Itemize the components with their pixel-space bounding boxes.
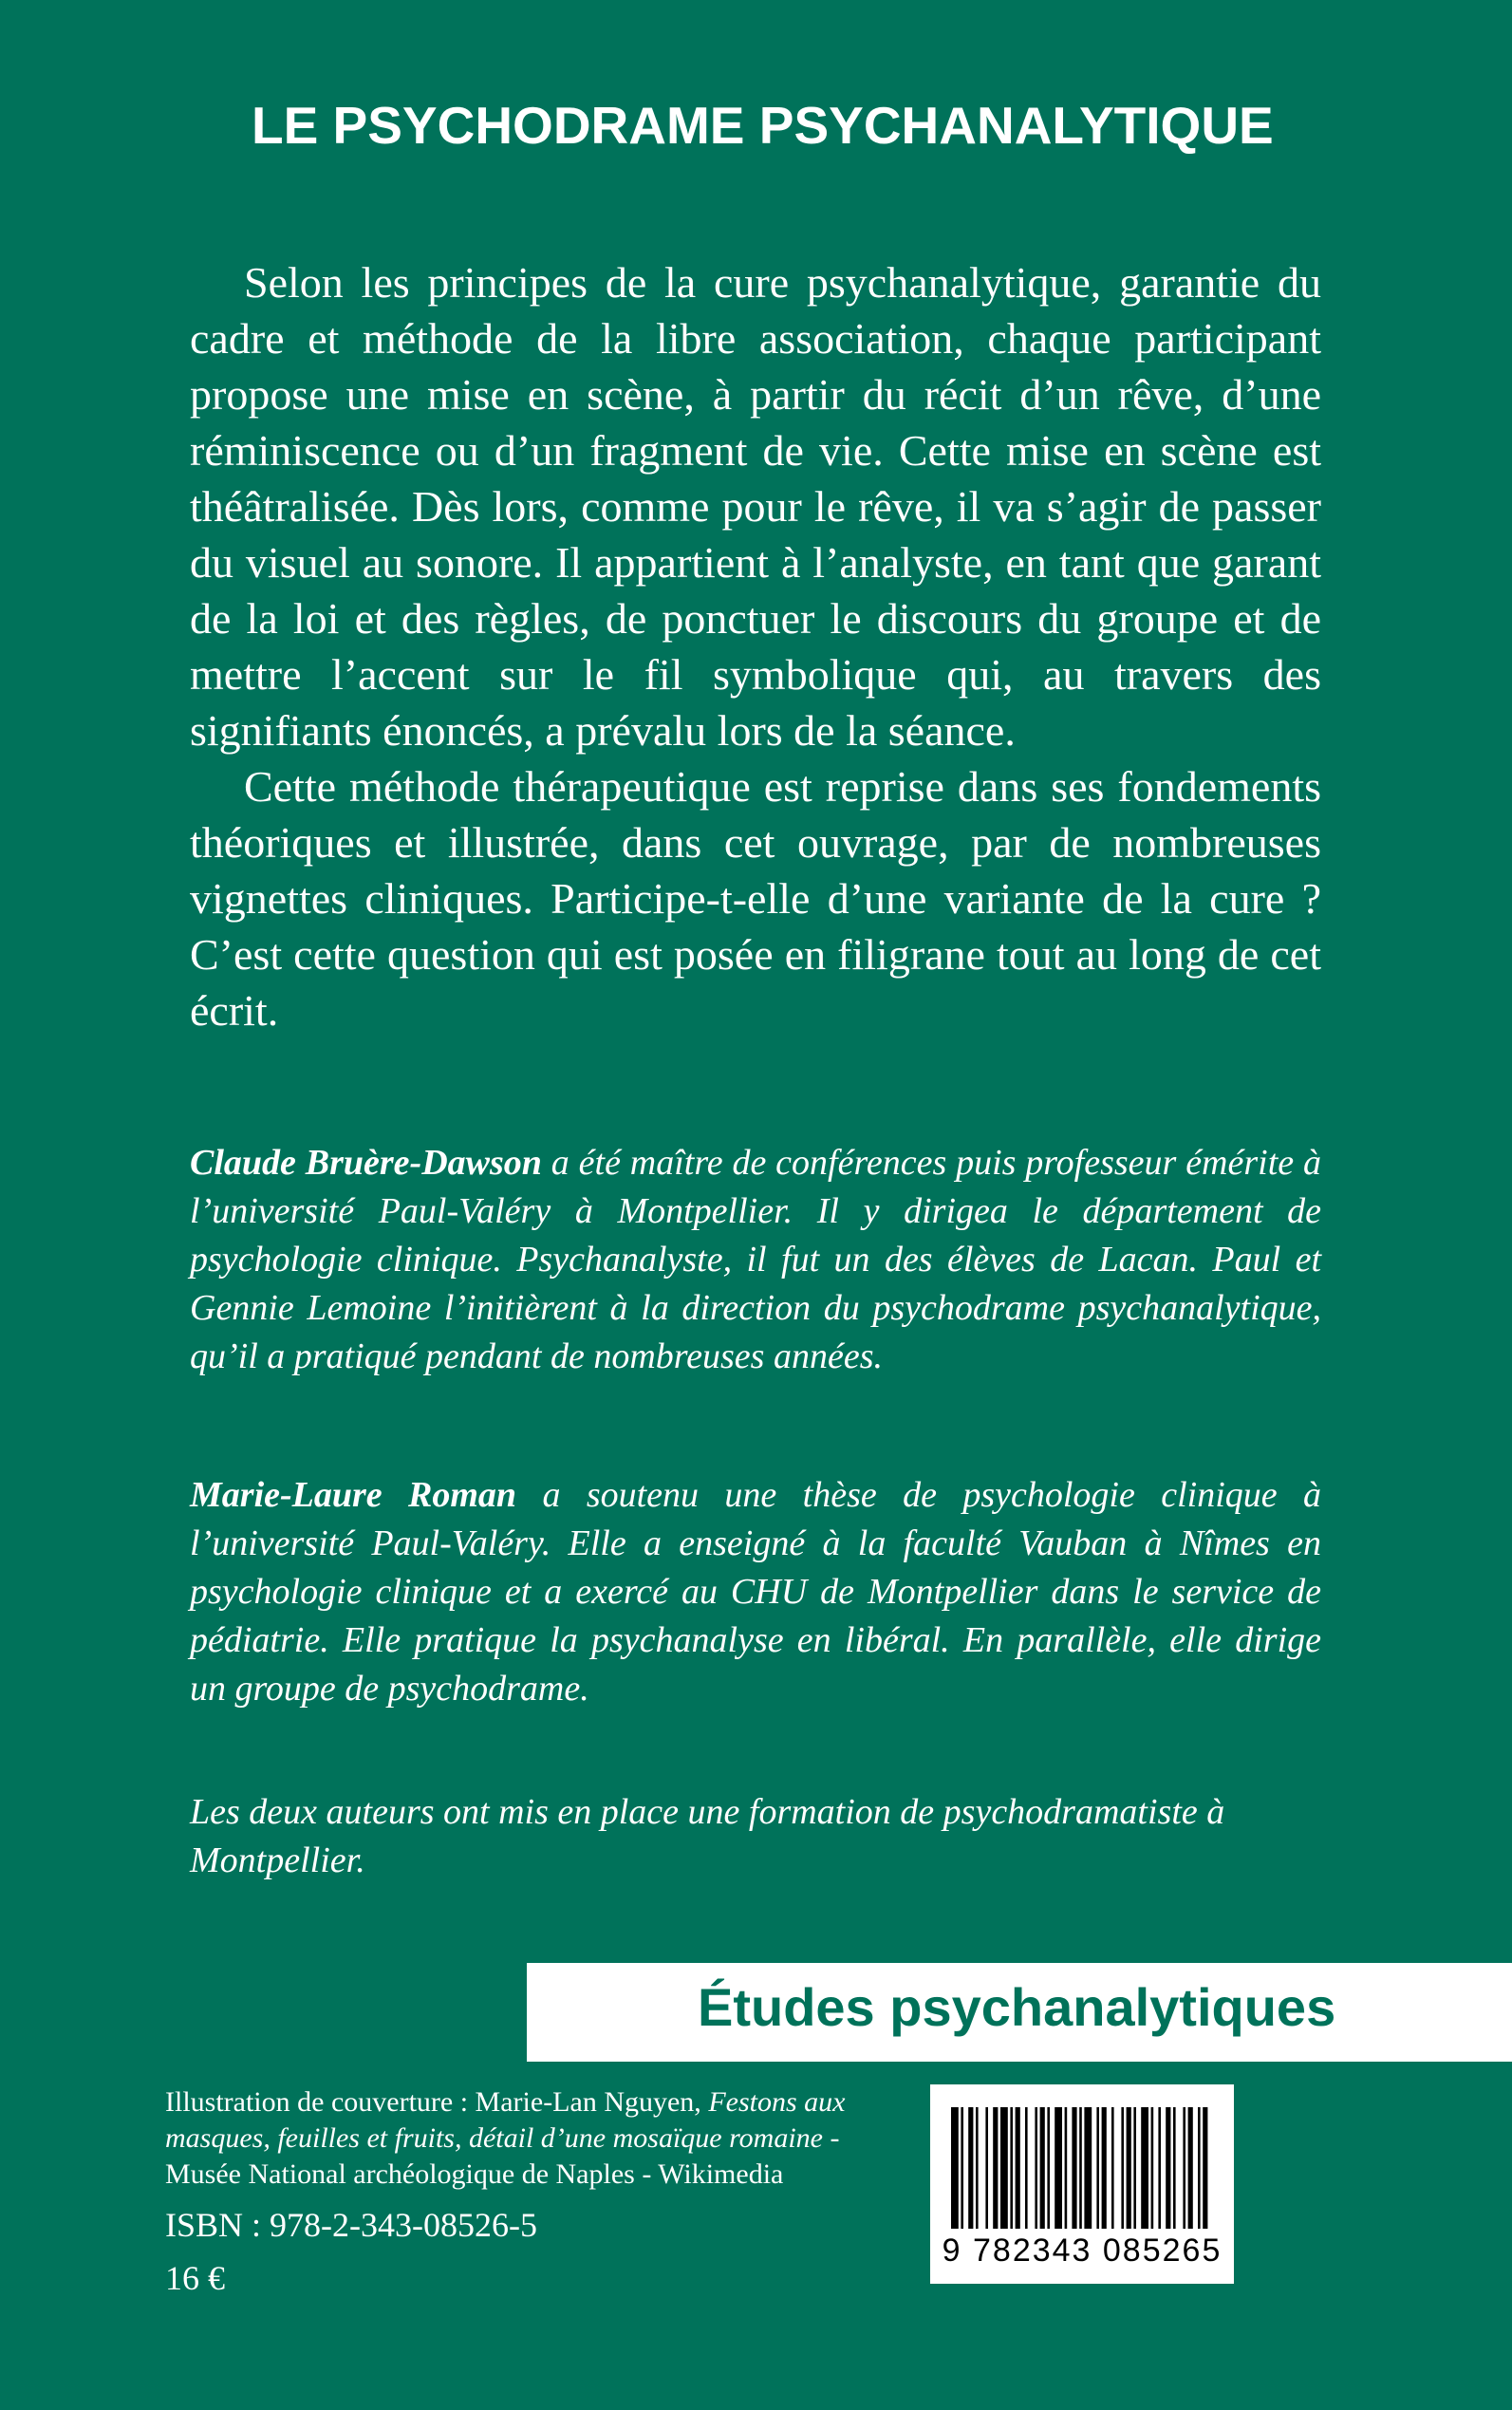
barcode-bar	[1079, 2107, 1082, 2229]
barcode	[930, 2084, 1234, 2284]
author-name-2: Marie-Laure Roman	[190, 1475, 517, 1515]
barcode-bar	[1166, 2107, 1170, 2229]
barcode-bar	[951, 2107, 959, 2229]
barcode-bar	[985, 2107, 988, 2229]
barcode-bar	[993, 2107, 998, 2229]
barcode-bar	[1040, 2107, 1045, 2229]
author-bio-text-2: a soutenu une thèse de psychologie clinique à l’université Paul-Valéry. Elle a enseigné à la faculté Vauban à Nîmes en psychologie clinique et a exercé au CHU de Montpellier dans le service de pédiatrie. Elle pratique la psychanalyse en libéral. En parallèle, elle dirige un groupe de psychodrame.	[190, 1475, 1321, 1709]
author-bio-2	[190, 1471, 1321, 1713]
barcode-bar	[1000, 2107, 1008, 2229]
barcode-bar	[1072, 2107, 1076, 2229]
book-title: LE PSYCHODRAME PSYCHANALYTIQUE	[252, 96, 1274, 155]
price: 16 €	[165, 2259, 225, 2297]
barcode-bar	[1133, 2107, 1136, 2229]
barcode-bar	[1084, 2107, 1092, 2229]
barcode-bar	[1096, 2107, 1099, 2229]
barcode-bar	[1173, 2107, 1176, 2229]
barcode-bar	[1035, 2107, 1037, 2229]
barcode-bar	[1141, 2107, 1148, 2229]
barcode-digits: 9 782343 085265	[942, 2233, 1223, 2269]
barcode-bar	[1010, 2107, 1013, 2229]
barcode-bar	[1055, 2107, 1062, 2229]
credits-suffix: - Musée National archéologique de Naples - Wikimedia	[165, 2122, 840, 2190]
barcode-bar	[1016, 2107, 1020, 2229]
series-name: Études psychanalytiques	[698, 1977, 1336, 2037]
barcode-bar	[1065, 2107, 1068, 2229]
barcode-bar	[968, 2107, 973, 2229]
barcode-bar	[1183, 2107, 1185, 2229]
author-bio-1	[190, 1139, 1321, 1381]
credits-work: Festons aux masques, feuilles et fruits, détail d’une mosaïque romaine	[165, 2086, 846, 2154]
author-bio-text-1: a été maître de conférences puis professeur émérite à l’université Paul-Valéry à Montpellier. Il y dirigea le département de psychologie clinique. Psychanalyste, il fut un des élèves de Lacan. Paul et Gennie Lemoine l’initièrent à la direction du psychodrame psychanalytique, qu’il a pratiqué pendant de nombreuses années.	[190, 1143, 1321, 1376]
barcode-bar	[1121, 2107, 1124, 2229]
barcode-bar	[1127, 2107, 1131, 2229]
barcode-bar	[1203, 2107, 1207, 2229]
summary-paragraph-2: Cette méthode thérapeutique est reprise dans ses fondements théoriques et illustrée, dans cet ouvrage, par de nombreuses vignettes cliniques. Participe-t-elle d’une variante de la cure ? C’est cette question qui est posée en filigrane tout au long de cet écrit.	[190, 762, 1321, 1035]
barcode-bar	[1111, 2107, 1114, 2229]
summary	[190, 254, 1321, 1038]
barcode-bar	[961, 2107, 963, 2229]
authors-note: Les deux auteurs ont mis en place une formation de psychodramatiste à Montpellier.	[190, 1792, 1225, 1880]
isbn: ISBN : 978-2-343-08526-5	[165, 2206, 537, 2244]
barcode-bar	[1158, 2107, 1161, 2229]
author-name-1: Claude Bruère-Dawson	[190, 1143, 542, 1183]
barcode-bar	[976, 2107, 979, 2229]
barcode-bar	[1188, 2107, 1193, 2229]
series-banner	[527, 1963, 1512, 2062]
barcode-bar	[1151, 2107, 1154, 2229]
barcode-bar	[1025, 2107, 1028, 2229]
barcode-bar	[1102, 2107, 1107, 2229]
barcode-bar	[1047, 2107, 1050, 2229]
cover-credits	[165, 2084, 868, 2193]
credits-prefix: Illustration de couverture : Marie-Lan Nguyen,	[165, 2086, 709, 2118]
summary-paragraph-1: Selon les principes de la cure psychanalytique, garantie du cadre et méthode de la libre association, chaque participant propose une mise en scène, à partir du récit d’un rêve, d’une réminiscence ou d’un fragment de vie. Cette mise en scène est théâtralisée. Dès lors, comme pour le rêve, il va s’agir de passer du visuel au sonore. Il appartient à l’analyste, en tant que garant de la loi et des règles, de ponctuer le discours du groupe et de mettre l’accent sur le fil symbolique qui, au travers des signifiants énoncés, a prévalu lors de la séance.	[190, 258, 1321, 755]
barcode-bar	[1198, 2107, 1201, 2229]
barcode-bars	[930, 2084, 1234, 2236]
